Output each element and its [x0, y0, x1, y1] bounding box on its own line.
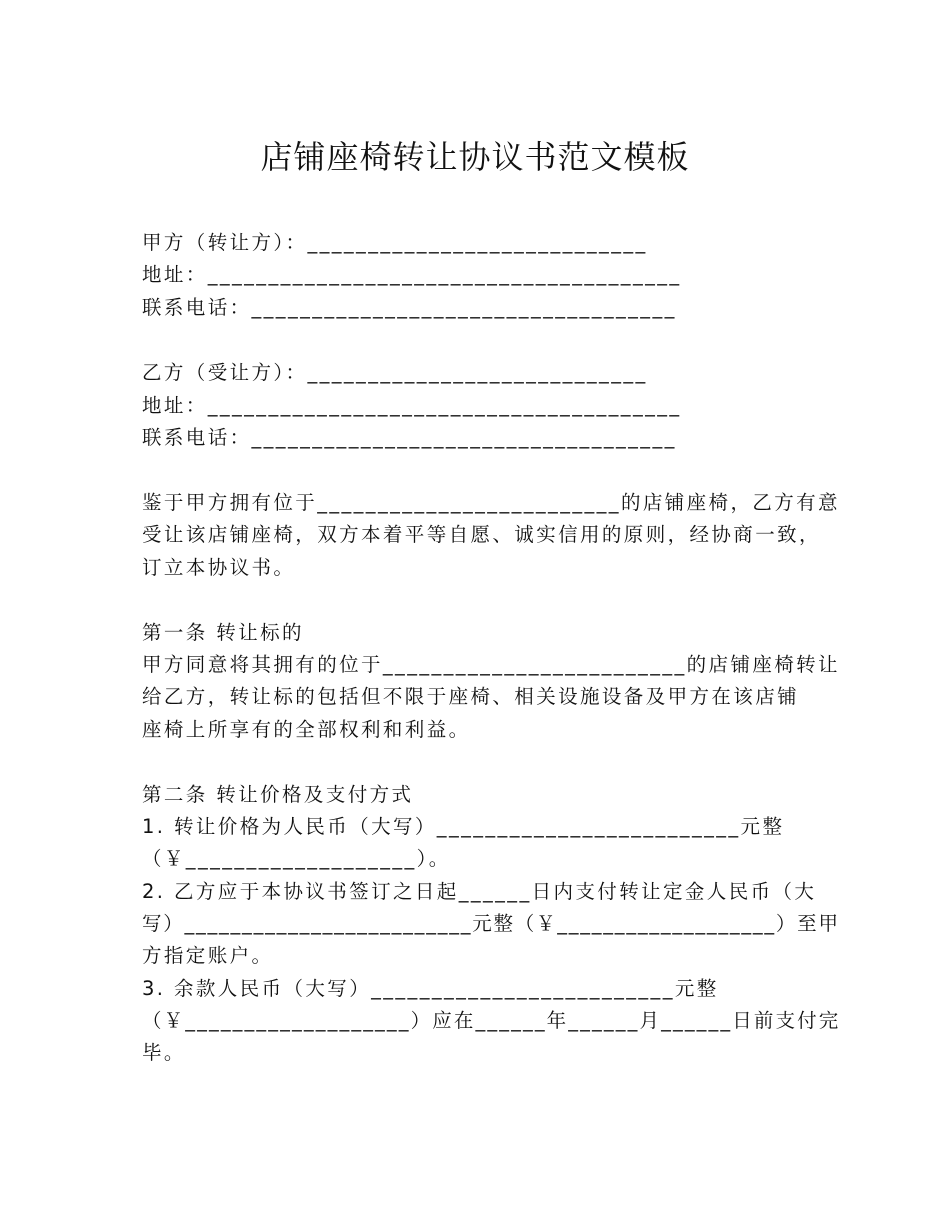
preamble-line: 订立本协议书。: [142, 556, 296, 579]
party-a-name-line: 甲方（转让方）：____________________________: [142, 231, 648, 254]
article-one-line: 甲方同意将其拥有的位于_________________________的店铺座椅转让: [142, 653, 840, 676]
article-two-line: 写）_________________________元整（￥___________________）至甲: [142, 912, 840, 935]
party-b-name-line: 乙方（受让方）：____________________________: [142, 361, 648, 384]
article-two-line: 3. 余款人民币（大写）_________________________元整: [142, 977, 719, 1000]
article-two-line: 方指定账户。: [142, 944, 274, 967]
article-one-heading: 第一条 转让标的: [142, 621, 304, 644]
party-a-phone-line: 联系电话：___________________________________: [142, 296, 677, 319]
article-two-line: 2. 乙方应于本协议书签订之日起______日内支付转让定金人民币（大: [142, 880, 817, 903]
article-two-line: （￥___________________）。: [142, 847, 451, 870]
document-title: 店铺座椅转让协议书范文模板: [260, 138, 690, 176]
article-two-heading: 第二条 转让价格及支付方式: [142, 783, 414, 806]
article-two-line: 1. 转让价格为人民币（大写）_________________________元整: [142, 815, 785, 838]
article-one-line: 座椅上所享有的全部权利和利益。: [142, 718, 471, 741]
article-two-line: （￥___________________）应在______年______月______日前支付完: [142, 1009, 841, 1032]
preamble-line: 受让该店铺座椅，双方本着平等自愿、诚实信用的原则，经协商一致，: [142, 523, 821, 546]
article-one-line: 给乙方，转让标的包括但不限于座椅、相关设施设备及甲方在该店铺: [142, 685, 800, 708]
preamble-line: 鉴于甲方拥有位于_________________________的店铺座椅，乙方有意: [142, 491, 840, 514]
party-b-phone-line: 联系电话：___________________________________: [142, 426, 677, 449]
article-two-line: 毕。: [142, 1041, 186, 1064]
party-a-address-line: 地址：_______________________________________: [142, 263, 682, 286]
party-b-address-line: 地址：_______________________________________: [142, 394, 682, 417]
